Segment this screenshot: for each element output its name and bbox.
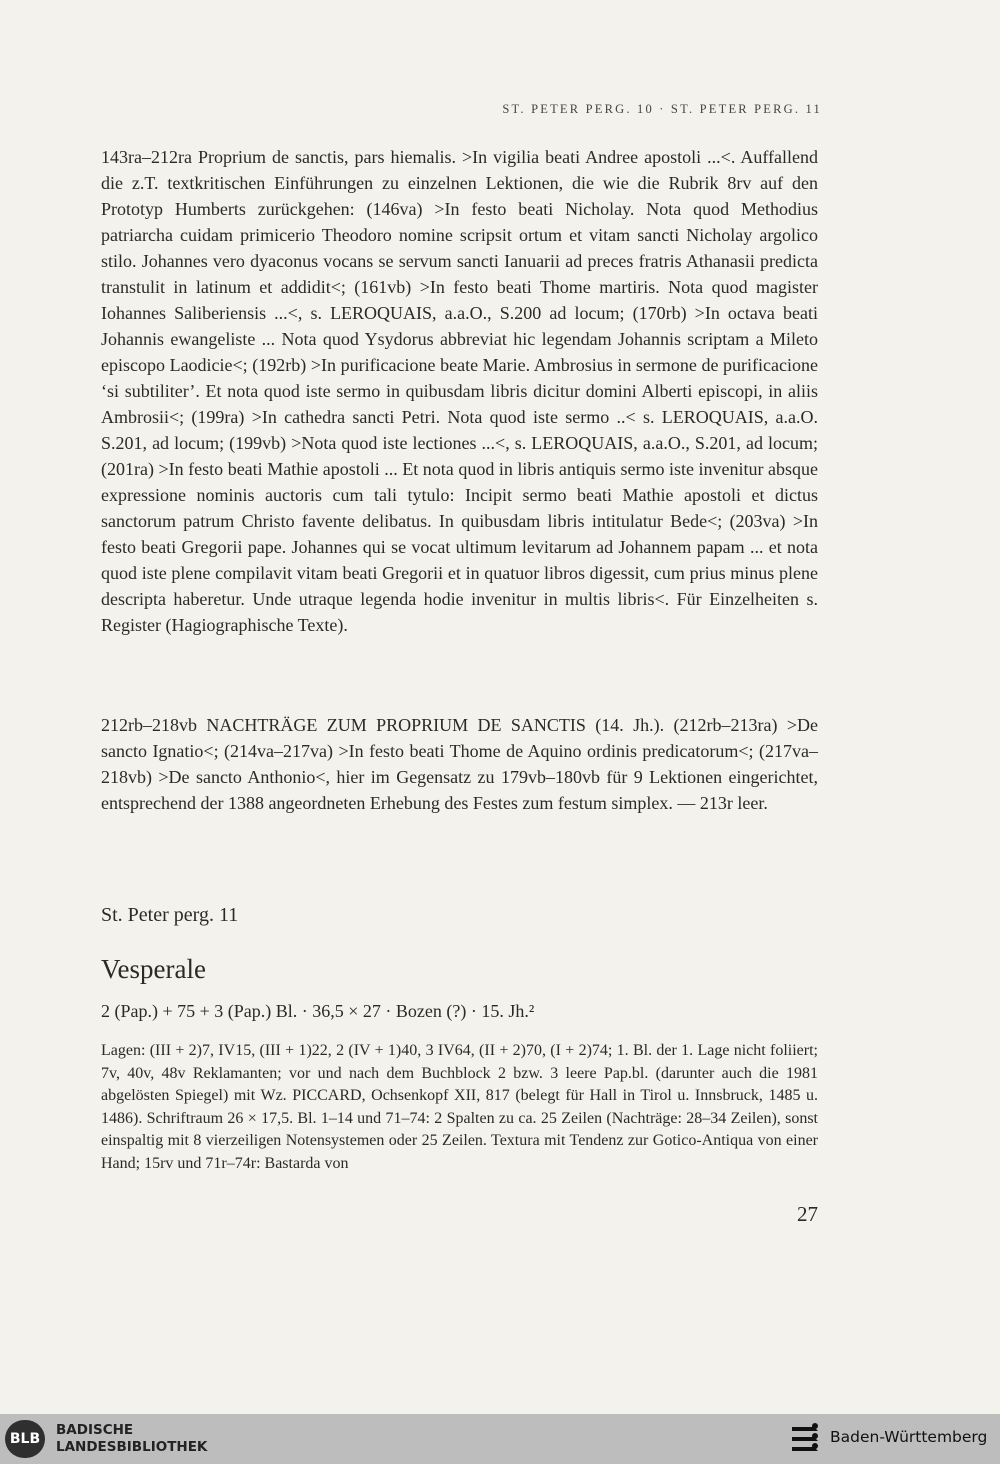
running-head: ST. PETER PERG. 10 · ST. PETER PERG. 11 <box>502 102 822 116</box>
baden-wuerttemberg-lions-icon <box>788 1420 822 1458</box>
blb-name-line2: LANDESBIBLIOTHEK <box>56 1439 208 1455</box>
blb-logo[interactable]: BLB <box>5 1420 45 1458</box>
physical-description: 2 (Pap.) + 75 + 3 (Pap.) Bl. · 36,5 × 27 · Bozen (?) · 15. Jh.² <box>101 1001 535 1021</box>
page-number: 27 <box>797 1202 818 1226</box>
paragraph-lagen: Lagen: (III + 2)7, IV15, (III + 1)22, 2 (IV + 1)40, 3 IV64, (II + 2)70, (I + 2)74; 1. Bl. der 1. Lage nicht foliiert; 7v, 40v, 48v Reklamanten; vor und nach dem Buchblock 2 bzw. 3 leere Pap.bl. (darunter auch die 1981 abgelösten Spiegel) mit Wz. PICCARD, Ochsenkopf XII, 817 (belegt für Hall in Tirol u. Innsbruck, 1485 u. 1486). Schriftraum 26 × 17,5. Bl. 1–14 und 71–74: 2 Spalten zu ca. 25 Zeilen (Nachträge: 28–34 Zeilen), sonst einspaltig mit 8 vierzeiligen Notensystemen oder 25 Zeilen. Textura mit Tendenz zur Gotico-Antiqua von einer Hand; 15rv und 71r–74r: Bastarda von <box>101 1042 818 1172</box>
baden-wuerttemberg-name[interactable]: Baden-Württemberg <box>830 1428 988 1446</box>
section-title: Vesperale <box>101 954 206 984</box>
section-heading: St. Peter perg. 11 <box>101 904 239 926</box>
blb-name[interactable] <box>56 1422 207 1456</box>
footer-bar <box>0 1414 1000 1464</box>
blb-name-line1: BADISCHE <box>56 1422 134 1438</box>
paragraph-nachtraege: 212rb–218vb NACHTRÄGE ZUM PROPRIUM DE SANCTIS (14. Jh.). (212rb–213ra) >De sancto Ignatio<; (214va–217va) >In festo beati Thome de Aquino ordinis predicatorum<; (217va–218vb) >De sancto Anthonio<, hier im Gegensatz zu 179vb–180vb für 9 Lektionen eingerichtet, entsprechend der 1388 angeordneten Erhebung des Festes zum festum simplex. — 213r leer. <box>101 715 818 813</box>
paragraph-proprium-de-sanctis: 143ra–212ra Proprium de sanctis, pars hiemalis. >In vigilia beati Andree apostoli ...<. Auffallend die z.T. textkritischen Einführungen zu einzelnen Lektionen, die wie die Rubrik 8rv auf den Prototyp Humberts zurückgehen: (146va) >In festo beati Nicholay. Nota quod Methodius patriarcha cuidam primicerio Theodoro nomine scripsit ortum et vitam sancti Nicholay argolico stilo. Johannes vero dyaconus vocans se servum sancti Ianuarii ad preces fratris Athanasii predicta transtulit in latinum et addidit<; (161vb) >In festo beati Thome martiris. Nota quod magister Iohannes Saliberiensis ...<, s. LEROQUAIS, a.a.O., S.200 ad locum; (170rb) >In octava beati Johannis ewangeliste ... Nota quod Ysydorus abbreviat hic legendam Johannis scriptam a Mileto episcopo Laodicie<; (192rb) >In purificacione beate Marie. Ambrosius in sermone de purificacione ‘si subtiliter’. Et nota quod iste sermo in quibusdam libris dicitur domini Alberti episcopi, in aliis Ambrosii<; (199ra) >In cathedra sancti Petri. Nota quod iste sermo ..< s. LEROQUAIS, a.a.O. S.201, ad locum; (199vb) >Nota quod iste lectiones ...<, s. LEROQUAIS, a.a.O., S.201, ad locum; (201ra) >In festo beati Mathie apostoli ... Et nota quod in libris antiquis sermo iste invenitur absque expressione nominis auctoris cum tali tytulo: Incipit sermo beati Mathie apostoli et dictus sanctorum patrum Christo favente delibatus. In quibusdam libris intitulatur Bede<; (203va) >In festo beati Gregorii pape. Johannes qui se vocat ultimum levitarum ad Johannem papam ... et nota quod iste plene compilavit vitam beati Gregorii et in quatuor libros digessit, cum prius minus plene descripta haberetur. Unde utraque legenda hodie invenitur in multis libris<. Für Einzelheiten s. Register (Hagiographische Texte). <box>101 147 818 635</box>
